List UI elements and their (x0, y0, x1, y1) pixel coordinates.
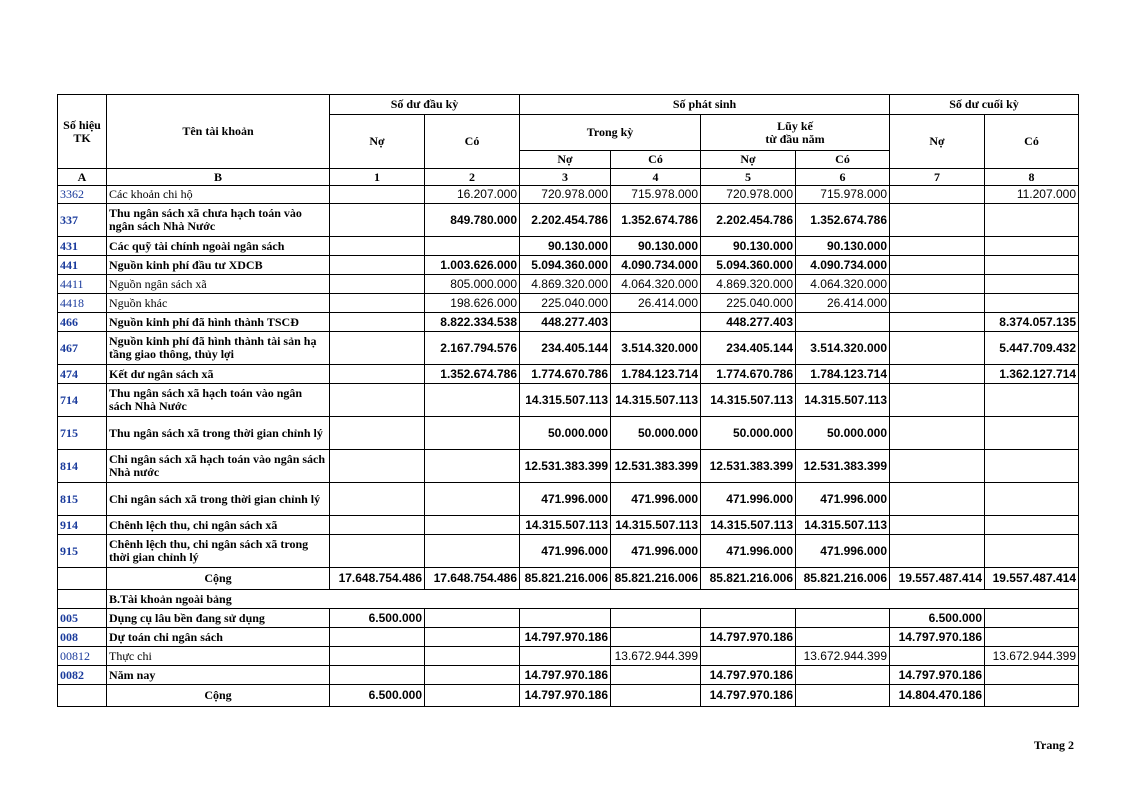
account-name: Thu ngân sách xã trong thời gian chỉnh lý (107, 417, 330, 450)
column-letter-row (58, 169, 1079, 186)
header-opening-debit: Nợ (330, 115, 425, 169)
col-letter: 1 (330, 169, 425, 186)
total-value: 17.648.754.486 (425, 568, 520, 590)
amount-cell: 90.130.000 (796, 237, 890, 256)
amount-cell: 2.167.794.576 (425, 332, 520, 365)
amount-cell (330, 313, 425, 332)
header-period-credit: Có (611, 151, 701, 169)
amount-cell: 26.414.000 (796, 294, 890, 313)
amount-cell (890, 417, 985, 450)
table-row (58, 275, 1079, 294)
amount-cell (890, 204, 985, 237)
amount-cell: 1.774.670.786 (520, 365, 611, 384)
amount-cell: 5.094.360.000 (520, 256, 611, 275)
amount-cell: 715.978.000 (796, 186, 890, 204)
amount-cell: 3.514.320.000 (796, 332, 890, 365)
account-code: 00812 (58, 647, 107, 666)
amount-cell: 1.352.674.786 (611, 204, 701, 237)
total-value: 6.500.000 (330, 685, 425, 707)
amount-cell (985, 384, 1079, 417)
trial-balance-table (57, 94, 1079, 707)
amount-cell: 14.797.970.186 (520, 666, 611, 685)
account-code: 337 (58, 204, 107, 237)
amount-cell: 5.094.360.000 (701, 256, 796, 275)
total-row-a (58, 568, 1079, 590)
amount-cell: 4.090.734.000 (611, 256, 701, 275)
table-row (58, 237, 1079, 256)
amount-cell (611, 609, 701, 628)
amount-cell: 448.277.403 (520, 313, 611, 332)
account-code: 467 (58, 332, 107, 365)
amount-cell: 14.315.507.113 (701, 516, 796, 535)
amount-cell: 471.996.000 (796, 483, 890, 516)
header-closing-balance: Số dư cuối kỳ (890, 95, 1079, 115)
amount-cell: 1.352.674.786 (425, 365, 520, 384)
amount-cell: 1.784.123.714 (611, 365, 701, 384)
amount-cell (425, 450, 520, 483)
section-b-title: B.Tài khoản ngoài bảng (107, 590, 1079, 609)
header-closing-debit: Nợ (890, 115, 985, 169)
amount-cell (425, 516, 520, 535)
header-ytd-line2: từ đầu năm (765, 131, 825, 146)
account-code: 915 (58, 535, 107, 568)
total-row-b (58, 685, 1079, 707)
amount-cell (330, 275, 425, 294)
account-name: Năm nay (107, 666, 330, 685)
amount-cell (985, 628, 1079, 647)
amount-cell (330, 365, 425, 384)
total-value: 14.797.970.186 (520, 685, 611, 707)
amount-cell: 26.414.000 (611, 294, 701, 313)
table-row (58, 332, 1079, 365)
amount-cell (330, 186, 425, 204)
col-letter: 6 (796, 169, 890, 186)
table-row (58, 450, 1079, 483)
amount-cell: 849.780.000 (425, 204, 520, 237)
amount-cell (890, 647, 985, 666)
amount-cell (985, 256, 1079, 275)
col-letter: 3 (520, 169, 611, 186)
amount-cell: 4.869.320.000 (701, 275, 796, 294)
account-code: 4411 (58, 275, 107, 294)
amount-cell: 14.315.507.113 (611, 384, 701, 417)
total-b-body (58, 685, 1079, 707)
amount-cell (985, 417, 1079, 450)
amount-cell (330, 483, 425, 516)
header-period-debit: Nợ (520, 151, 611, 169)
col-letter: B (107, 169, 330, 186)
amount-cell: 2.202.454.786 (520, 204, 611, 237)
account-name: Dụng cụ lâu bền đang sử dụng (107, 609, 330, 628)
amount-cell (796, 666, 890, 685)
amount-cell: 14.797.970.186 (701, 666, 796, 685)
amount-cell: 471.996.000 (611, 535, 701, 568)
amount-cell: 50.000.000 (701, 417, 796, 450)
amount-cell (890, 516, 985, 535)
amount-cell (985, 237, 1079, 256)
section-b-body (58, 609, 1079, 685)
amount-cell (330, 294, 425, 313)
header-account-name: Tên tài khoản (107, 95, 330, 169)
header-account-code: Số hiệu TK (58, 95, 107, 169)
amount-cell (330, 516, 425, 535)
amount-cell (890, 332, 985, 365)
amount-cell: 50.000.000 (520, 417, 611, 450)
account-name: Nguồn kinh phí đầu tư XDCB (107, 256, 330, 275)
amount-cell: 50.000.000 (611, 417, 701, 450)
amount-cell (330, 535, 425, 568)
amount-cell (985, 609, 1079, 628)
account-name: Nguồn kinh phí đã hình thành tài sản hạ tầng giao thông, thủy lợi (107, 332, 330, 365)
amount-cell: 471.996.000 (796, 535, 890, 568)
table-row (58, 609, 1079, 628)
amount-cell (890, 450, 985, 483)
amount-cell (701, 609, 796, 628)
amount-cell: 13.672.944.399 (985, 647, 1079, 666)
header-year-to-date (701, 115, 890, 151)
account-code: 008 (58, 628, 107, 647)
amount-cell (985, 450, 1079, 483)
amount-cell: 12.531.383.399 (701, 450, 796, 483)
amount-cell: 6.500.000 (890, 609, 985, 628)
total-value: 19.557.487.414 (890, 568, 985, 590)
amount-cell: 1.774.670.786 (701, 365, 796, 384)
amount-cell (985, 275, 1079, 294)
amount-cell: 225.040.000 (701, 294, 796, 313)
amount-cell: 14.315.507.113 (520, 384, 611, 417)
table-row (58, 666, 1079, 685)
amount-cell: 471.996.000 (701, 483, 796, 516)
amount-cell: 90.130.000 (520, 237, 611, 256)
total-value: 85.821.216.006 (796, 568, 890, 590)
amount-cell (425, 483, 520, 516)
amount-cell (330, 417, 425, 450)
amount-cell: 1.352.674.786 (796, 204, 890, 237)
account-name: Các khoản chi hộ (107, 186, 330, 204)
amount-cell: 50.000.000 (796, 417, 890, 450)
amount-cell (330, 256, 425, 275)
account-name: Thu ngân sách xã hạch toán vào ngân sách Nhà Nước (107, 384, 330, 417)
amount-cell: 4.090.734.000 (796, 256, 890, 275)
table-row (58, 294, 1079, 313)
account-code: 914 (58, 516, 107, 535)
account-name: Chênh lệch thu, chi ngân sách xã (107, 516, 330, 535)
amount-cell: 14.315.507.113 (796, 516, 890, 535)
amount-cell: 14.797.970.186 (890, 666, 985, 685)
amount-cell (890, 186, 985, 204)
amount-cell: 1.784.123.714 (796, 365, 890, 384)
total-value (796, 685, 890, 707)
amount-cell (890, 365, 985, 384)
amount-cell (425, 666, 520, 685)
amount-cell (890, 256, 985, 275)
amount-cell (611, 313, 701, 332)
table-row (58, 186, 1079, 204)
table-row (58, 204, 1079, 237)
amount-cell: 5.447.709.432 (985, 332, 1079, 365)
amount-cell (425, 237, 520, 256)
amount-cell: 90.130.000 (611, 237, 701, 256)
header-closing-credit: Có (985, 115, 1079, 169)
amount-cell (330, 384, 425, 417)
amount-cell: 14.315.507.113 (611, 516, 701, 535)
section-a-body (58, 186, 1079, 568)
amount-cell (425, 535, 520, 568)
amount-cell: 234.405.144 (701, 332, 796, 365)
amount-cell: 1.362.127.714 (985, 365, 1079, 384)
amount-cell (890, 275, 985, 294)
total-value (985, 685, 1079, 707)
amount-cell: 13.672.944.399 (796, 647, 890, 666)
table-row (58, 535, 1079, 568)
table-row (58, 313, 1079, 332)
account-code: 0082 (58, 666, 107, 685)
table-row (58, 516, 1079, 535)
account-code: 431 (58, 237, 107, 256)
amount-cell: 3.514.320.000 (611, 332, 701, 365)
total-value: 17.648.754.486 (330, 568, 425, 590)
amount-cell: 14.797.970.186 (520, 628, 611, 647)
amount-cell: 8.374.057.135 (985, 313, 1079, 332)
table-row (58, 384, 1079, 417)
amount-cell (520, 647, 611, 666)
amount-cell (330, 332, 425, 365)
account-name: Chênh lệch thu, chi ngân sách xã trong thời gian chỉnh lý (107, 535, 330, 568)
account-code: 441 (58, 256, 107, 275)
amount-cell: 805.000.000 (425, 275, 520, 294)
amount-cell: 12.531.383.399 (796, 450, 890, 483)
account-name: Kết dư ngân sách xã (107, 365, 330, 384)
amount-cell: 14.797.970.186 (701, 628, 796, 647)
account-code: 3362 (58, 186, 107, 204)
amount-cell: 720.978.000 (520, 186, 611, 204)
amount-cell: 4.064.320.000 (796, 275, 890, 294)
amount-cell: 16.207.000 (425, 186, 520, 204)
account-code: 714 (58, 384, 107, 417)
total-value: 85.821.216.006 (611, 568, 701, 590)
total-code (58, 685, 107, 707)
amount-cell: 12.531.383.399 (520, 450, 611, 483)
amount-cell: 225.040.000 (520, 294, 611, 313)
amount-cell (330, 666, 425, 685)
amount-cell (890, 313, 985, 332)
account-name: Chi ngân sách xã hạch toán vào ngân sách Nhà nước (107, 450, 330, 483)
amount-cell: 14.315.507.113 (520, 516, 611, 535)
amount-cell (425, 628, 520, 647)
amount-cell (520, 609, 611, 628)
amount-cell (890, 535, 985, 568)
col-letter: 2 (425, 169, 520, 186)
amount-cell (890, 237, 985, 256)
amount-cell (425, 417, 520, 450)
amount-cell (425, 609, 520, 628)
amount-cell (890, 483, 985, 516)
amount-cell: 12.531.383.399 (611, 450, 701, 483)
amount-cell (985, 294, 1079, 313)
amount-cell: 471.996.000 (520, 535, 611, 568)
amount-cell: 1.003.626.000 (425, 256, 520, 275)
amount-cell: 471.996.000 (611, 483, 701, 516)
total-a-body (58, 568, 1079, 609)
header-ytd-debit: Nợ (701, 151, 796, 169)
header-ytd-credit: Có (796, 151, 890, 169)
amount-cell: 14.315.507.113 (796, 384, 890, 417)
amount-cell (890, 384, 985, 417)
total-value: 19.557.487.414 (985, 568, 1079, 590)
total-code (58, 568, 107, 590)
account-name: Thực chi (107, 647, 330, 666)
amount-cell (796, 628, 890, 647)
account-code: 814 (58, 450, 107, 483)
account-code: 4418 (58, 294, 107, 313)
account-name: Nguồn kinh phí đã hình thành TSCĐ (107, 313, 330, 332)
total-value: 14.804.470.186 (890, 685, 985, 707)
amount-cell (330, 450, 425, 483)
amount-cell: 90.130.000 (701, 237, 796, 256)
total-value: 85.821.216.006 (701, 568, 796, 590)
amount-cell: 14.797.970.186 (890, 628, 985, 647)
total-value: 85.821.216.006 (520, 568, 611, 590)
total-label: Cộng (107, 568, 330, 590)
account-name: Dự toán chi ngân sách (107, 628, 330, 647)
amount-cell (796, 609, 890, 628)
table-row (58, 647, 1079, 666)
col-letter: 8 (985, 169, 1079, 186)
account-name: Nguồn khác (107, 294, 330, 313)
col-letter: A (58, 169, 107, 186)
table-row (58, 483, 1079, 516)
amount-cell (796, 313, 890, 332)
account-code: 715 (58, 417, 107, 450)
section-b-row (58, 590, 1079, 609)
header-transactions: Số phát sinh (520, 95, 890, 115)
col-letter: 4 (611, 169, 701, 186)
amount-cell (985, 666, 1079, 685)
amount-cell: 4.064.320.000 (611, 275, 701, 294)
amount-cell (985, 204, 1079, 237)
amount-cell: 471.996.000 (520, 483, 611, 516)
account-name: Các quỹ tài chính ngoài ngân sách (107, 237, 330, 256)
account-code: 005 (58, 609, 107, 628)
amount-cell (330, 237, 425, 256)
header-opening-credit: Có (425, 115, 520, 169)
amount-cell (890, 294, 985, 313)
amount-cell: 2.202.454.786 (701, 204, 796, 237)
total-label: Cộng (107, 685, 330, 707)
amount-cell (985, 535, 1079, 568)
amount-cell: 4.869.320.000 (520, 275, 611, 294)
account-code: 474 (58, 365, 107, 384)
amount-cell: 720.978.000 (701, 186, 796, 204)
account-name: Chi ngân sách xã trong thời gian chỉnh lý (107, 483, 330, 516)
header-opening-balance: Số dư đầu kỳ (330, 95, 520, 115)
section-b-code (58, 590, 107, 609)
total-value (611, 685, 701, 707)
amount-cell (985, 516, 1079, 535)
amount-cell: 13.672.944.399 (611, 647, 701, 666)
amount-cell (425, 384, 520, 417)
amount-cell: 715.978.000 (611, 186, 701, 204)
amount-cell (611, 666, 701, 685)
account-name: Nguồn ngân sách xã (107, 275, 330, 294)
account-name: Thu ngân sách xã chưa hạch toán vào ngân sách Nhà Nước (107, 204, 330, 237)
amount-cell (701, 647, 796, 666)
amount-cell (330, 204, 425, 237)
table-row (58, 256, 1079, 275)
amount-cell: 234.405.144 (520, 332, 611, 365)
header-ytd-line1: Lũy kế (777, 118, 813, 133)
amount-cell: 448.277.403 (701, 313, 796, 332)
col-letter: 7 (890, 169, 985, 186)
amount-cell: 11.207.000 (985, 186, 1079, 204)
amount-cell: 198.626.000 (425, 294, 520, 313)
account-code: 815 (58, 483, 107, 516)
table-row (58, 628, 1079, 647)
amount-cell: 14.315.507.113 (701, 384, 796, 417)
page-number: Trang 2 (1033, 738, 1074, 752)
account-code: 466 (58, 313, 107, 332)
amount-cell (425, 647, 520, 666)
table-row (58, 417, 1079, 450)
header-in-period: Trong kỳ (520, 115, 701, 151)
amount-cell (611, 628, 701, 647)
amount-cell: 8.822.334.538 (425, 313, 520, 332)
col-letter: 5 (701, 169, 796, 186)
total-value (425, 685, 520, 707)
total-value: 14.797.970.186 (701, 685, 796, 707)
amount-cell: 471.996.000 (701, 535, 796, 568)
amount-cell: 6.500.000 (330, 609, 425, 628)
amount-cell (330, 628, 425, 647)
amount-cell (985, 483, 1079, 516)
amount-cell (330, 647, 425, 666)
table-row (58, 365, 1079, 384)
